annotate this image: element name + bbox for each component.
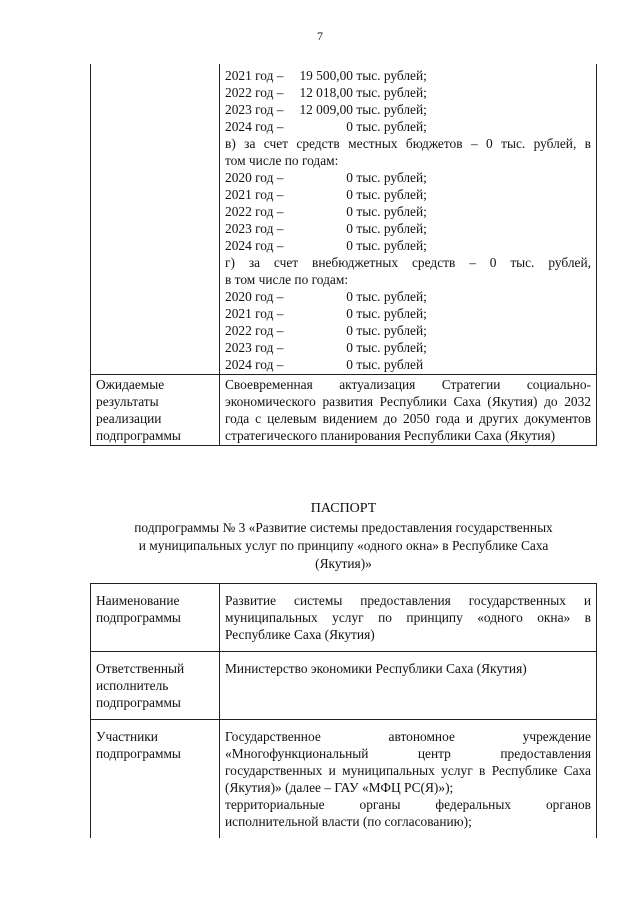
passport-subtitle-line: и муниципальных услуг по принципу «одного окна» в Республике Саха [138, 538, 549, 553]
passport-subtitle-line: (Якутия)» [315, 556, 372, 571]
funding-line: 2022 год – 12 018,00 тыс. рублей; [225, 85, 427, 100]
table-row [91, 584, 597, 652]
local-budgets-heading: в) за счет средств местных бюджетов – 0 тыс. рублей, в [225, 136, 591, 151]
funding-line: 2021 год – 0 тыс. рублей; [225, 187, 427, 202]
row-value-participants [220, 720, 597, 839]
participant-entry: Государственное автономное учреждение «Многофункциональный центр предоставления государственных и муниципальных услуг в Республике Саха (Якутия)» (далее – ГАУ «МФЦ РС(Я)»); [225, 729, 591, 795]
passport-title: ПАСПОРТ [310, 501, 377, 516]
funding-line: 2022 год – 0 тыс. рублей; [225, 323, 427, 338]
funding-value-cell [220, 64, 597, 375]
funding-line: 2021 год – 19 500,00 тыс. рублей; [225, 68, 427, 83]
funding-line: 2024 год – 0 тыс. рублей; [225, 119, 427, 134]
row-value-name: Развитие системы предоставления государственных и муниципальных услуг по принципу «одного окна» в Республике Саха (Якутия) [220, 584, 597, 652]
participant-entry: территориальные органы федеральных органов исполнительной власти (по согласованию); [225, 797, 591, 829]
results-text: Своевременная актуализация Стратегии социально-экономического развития Республики Саха (Якутия) до 2032 года с целевым видением до 2050 года и других документов стратегического планирования Республики Саха (Якутия) [220, 375, 597, 446]
funding-line: 2023 год – 12 009,00 тыс. рублей; [225, 102, 427, 117]
passport-subtitle-line: подпрограммы № 3 «Развитие системы предоставления государственных [134, 520, 553, 535]
row-value-executor: Министерство экономики Республики Саха (Якутия) [220, 652, 597, 720]
funding-line: 2023 год – 0 тыс. рублей; [225, 340, 427, 355]
results-label: Ожидаемые результаты реализации подпрограммы [91, 375, 220, 446]
extrabudget-heading: г) за счет внебюджетных средств – 0 тыс. рублей, [225, 255, 591, 270]
passport-heading [90, 500, 597, 573]
passport-table [90, 583, 597, 838]
funding-line: 2020 год – 0 тыс. рублей; [225, 170, 427, 185]
funding-list-b [225, 169, 591, 254]
extrabudget-heading-cont: в том числе по годам: [225, 272, 349, 287]
funding-line: 2020 год – 0 тыс. рублей; [225, 289, 427, 304]
funding-list-c [225, 288, 591, 373]
table-row [91, 720, 597, 839]
page-number: 7 [317, 29, 323, 43]
funding-line: 2021 год – 0 тыс. рублей; [225, 306, 427, 321]
funding-list-a [225, 67, 591, 135]
funding-line: 2024 год – 0 тыс. рублей [225, 357, 424, 372]
funding-row [91, 64, 597, 375]
row-label-executor: Ответственный исполнитель подпрограммы [91, 652, 220, 720]
results-row [91, 375, 597, 446]
row-label-name: Наименование подпрограммы [91, 584, 220, 652]
local-budgets-heading-cont: том числе по годам: [225, 153, 339, 168]
funding-label-cell [91, 64, 220, 375]
funding-line: 2022 год – 0 тыс. рублей; [225, 204, 427, 219]
row-label-participants: Участники подпрограммы [91, 720, 220, 839]
funding-line: 2024 год – 0 тыс. рублей; [225, 238, 427, 253]
funding-table [90, 64, 597, 446]
funding-line: 2023 год – 0 тыс. рублей; [225, 221, 427, 236]
table-row [91, 652, 597, 720]
